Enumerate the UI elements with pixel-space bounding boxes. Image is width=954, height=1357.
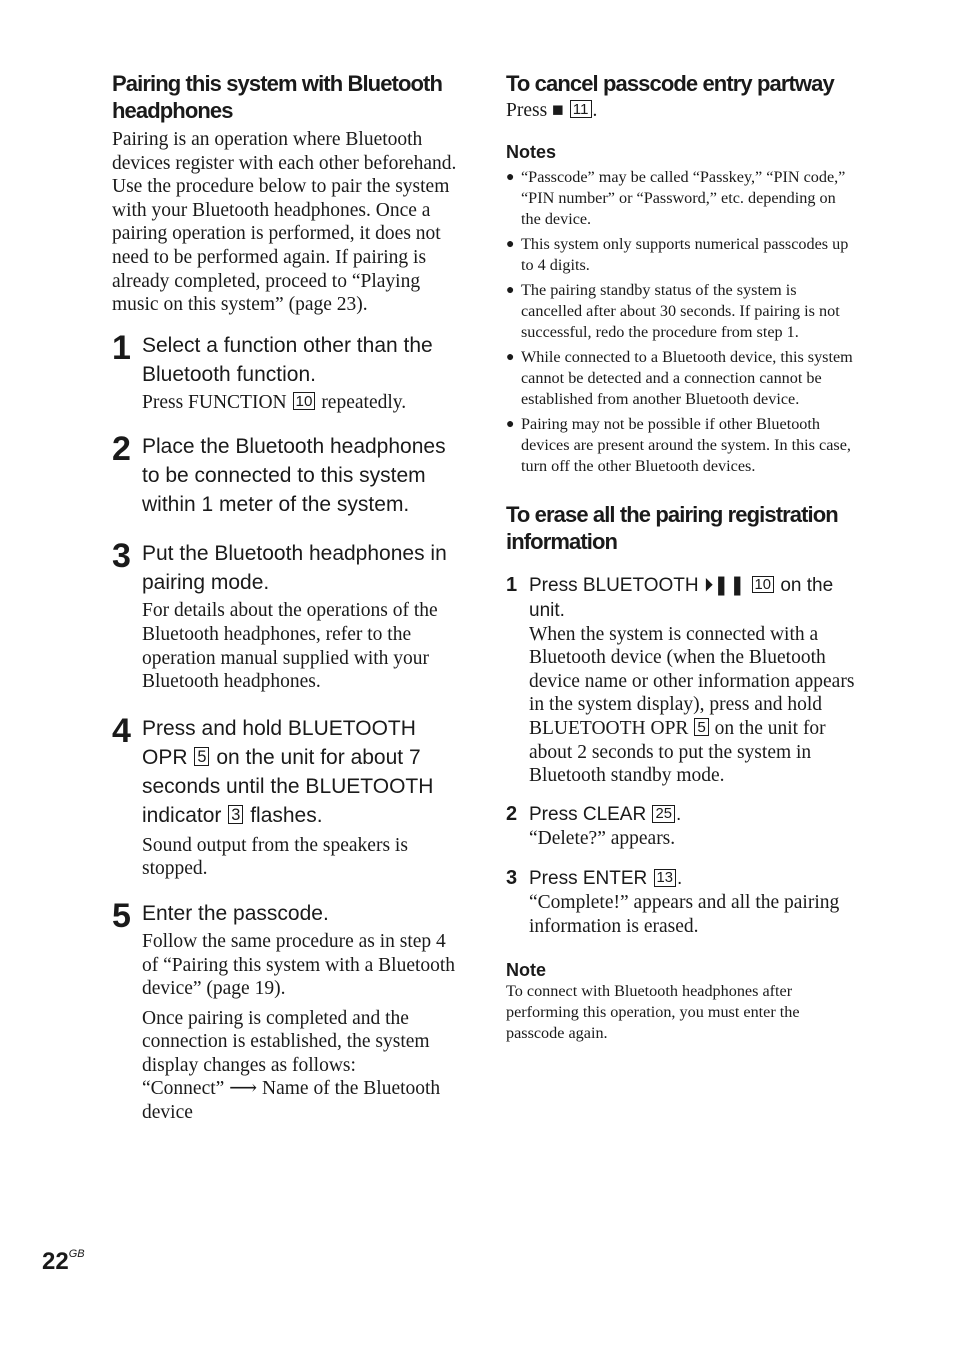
- bullet-icon: ●: [506, 236, 515, 252]
- step-number: 3: [506, 867, 518, 890]
- step-body: Follow the same procedure as in step 4 of “Pairing this system with a Bluetooth device” (page 19).: [142, 930, 456, 1000]
- stop-icon: ■: [552, 100, 564, 121]
- step-body: Press FUNCTION 10 repeatedly.: [142, 391, 407, 413]
- cancel-instruction: Press ■ 11 .: [506, 100, 598, 121]
- key-number-box: 13: [654, 869, 676, 887]
- key-number-box: 10: [293, 392, 316, 410]
- step-heading: Press ENTER 13 .: [529, 868, 683, 890]
- note-item: ● While connected to a Bluetooth device, this system cannot be detected and a connection cannot be established from another Bluetooth device.: [506, 347, 853, 408]
- bullet-icon: ●: [506, 349, 515, 365]
- step-body: “Complete!” appears and all the pairing information is erased.: [529, 892, 840, 937]
- section-title-pairing: Pairing this system with Bluetooth headphones: [112, 71, 442, 123]
- section-title-cancel: To cancel passcode entry partway: [506, 71, 834, 96]
- erase-step-3: [506, 866, 858, 938]
- key-number-box: 5: [194, 747, 209, 766]
- note-heading: Note: [506, 959, 546, 980]
- play-pause-icon: ⏵❚❚: [703, 574, 746, 596]
- step-body: For details about the operations of the Bluetooth headphones, refer to the operation manual supplied with your Bluetooth headphones.: [142, 600, 438, 693]
- bullet-icon: ●: [506, 416, 515, 432]
- step-heading: Select a function other than the Bluetooth function.: [142, 333, 433, 386]
- step-1: [112, 328, 464, 415]
- right-column: [506, 70, 858, 1044]
- note-item: ● “Passcode” may be called “Passkey,” “PIN code,” “PIN number” or “Password,” etc. depending on the device.: [506, 167, 846, 228]
- step-body: Sound output from the speakers is stopped.: [142, 834, 408, 880]
- note-text: To connect with Bluetooth headphones after performing this operation, you must enter the passcode again.: [506, 981, 800, 1042]
- step-4: [112, 711, 464, 881]
- step-body: “Delete?” appears.: [529, 827, 676, 849]
- note-item: ● Pairing may not be possible if other Bluetooth devices are present around the system. In this case, turn off the other Bluetooth devices.: [506, 414, 851, 475]
- step-number: 4: [112, 711, 131, 750]
- bullet-icon: ●: [506, 169, 515, 185]
- step-heading: Press BLUETOOTH ⏵❚❚ 10 on the unit.: [529, 574, 834, 621]
- bullet-icon: ●: [506, 282, 515, 298]
- step-number: 1: [112, 328, 131, 367]
- note-item: ● The pairing standby status of the system is cancelled after about 30 seconds. If pairing is not successful, redo the procedure from step 1.: [506, 280, 840, 341]
- step-5: [112, 896, 464, 1125]
- step-number: 2: [506, 802, 518, 825]
- key-number-box: 3: [228, 805, 243, 824]
- notes-heading: Notes: [506, 141, 557, 162]
- erase-step-1: [506, 573, 858, 788]
- section-title-erase: To erase all the pairing registration information: [506, 501, 838, 554]
- left-column: [112, 70, 464, 1125]
- step-number: 3: [112, 537, 131, 576]
- step-3: [112, 539, 464, 693]
- step-heading: Place the Bluetooth headphones to be connected to this system within 1 meter of the system.: [142, 435, 446, 517]
- step-body: When the system is connected with a Bluetooth device (when the Bluetooth device name or other information appears in the system display), press and hold BLUETOOTH OPR 5 on the unit for about 2 seconds to put the system in Bluetooth standby mode.: [529, 623, 855, 787]
- display-flow: “Connect” ⟶ Name of the Bluetooth device: [142, 1078, 441, 1124]
- key-number-box: 10: [752, 576, 774, 594]
- note-item: ● This system only supports numerical passcodes up to 4 digits.: [506, 234, 849, 274]
- step-body: Once pairing is completed and the connection is established, the system display changes as follows:: [142, 1007, 430, 1076]
- notes-list: [506, 167, 858, 477]
- intro-paragraph: Pairing is an operation where Bluetooth devices register with each other beforehand. Use the procedure below to pair the system with your Bluetooth headphones. Once a pairing operation is performed, it does not need to be performed again. If pairing is already completed, proceed to “Playing music on this system” (page 23).: [112, 129, 457, 316]
- arrow-right-icon: ⟶: [229, 1078, 258, 1100]
- page-number: $22^{GB}$: [42, 1248, 85, 1275]
- key-number-box: 25: [652, 805, 674, 823]
- step-heading: Enter the passcode.: [142, 901, 329, 925]
- key-number-box: 5: [694, 718, 708, 736]
- step-heading: Put the Bluetooth headphones in pairing mode.: [142, 542, 447, 595]
- page-suffix: GB: [68, 1248, 85, 1260]
- step-number: 2: [112, 430, 131, 469]
- key-number-box: 11: [570, 100, 592, 118]
- step-heading: Press and hold BLUETOOTH OPR 5 on the unit for about 7 seconds until the BLUETOOTH indicator 3 flashes.: [142, 716, 434, 827]
- step-number: 5: [112, 896, 131, 935]
- step-heading: Press CLEAR 25 .: [529, 803, 682, 825]
- erase-step-2: [506, 802, 858, 851]
- step-2: [112, 432, 464, 519]
- step-number: 1: [506, 573, 518, 596]
